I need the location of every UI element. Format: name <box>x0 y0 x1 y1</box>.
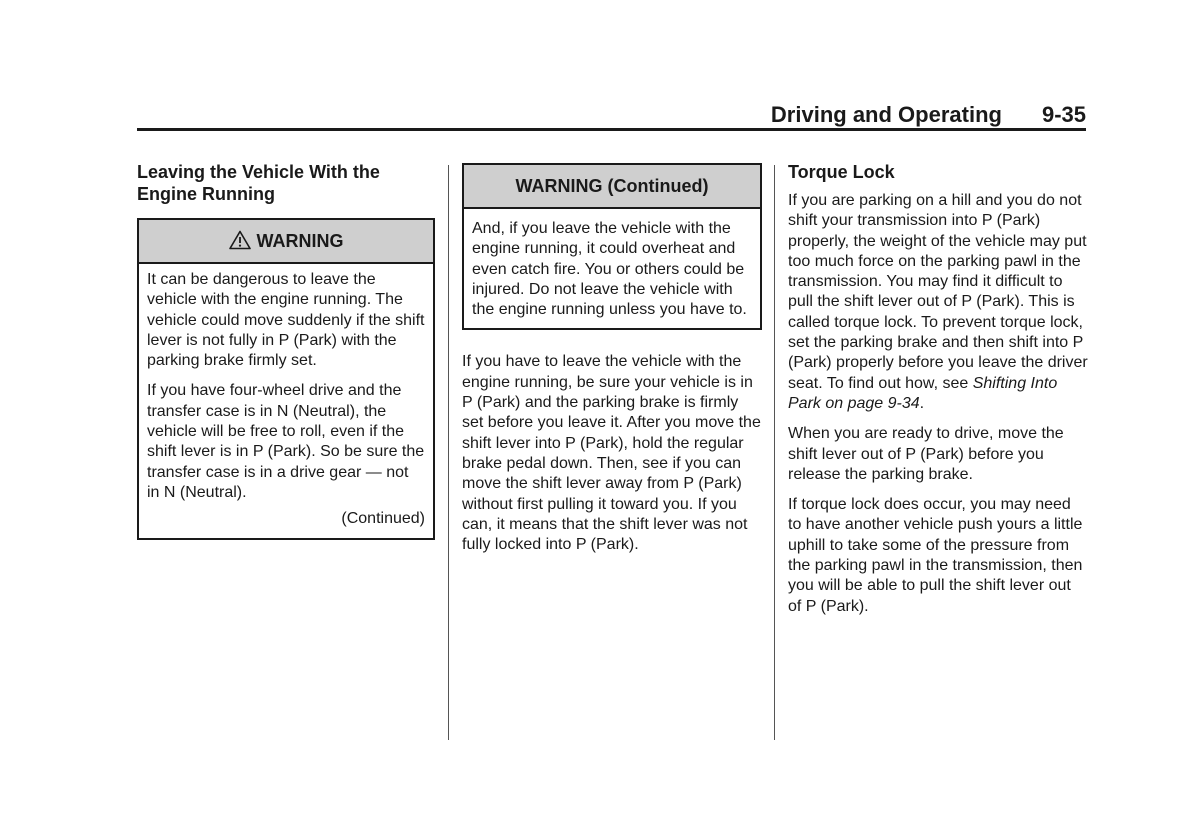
warning-header <box>139 220 433 264</box>
body-paragraph: When you are ready to drive, move the shift lever out of P (Park) before you release the parking brake. <box>788 425 1064 483</box>
continued-label: (Continued) <box>341 510 425 528</box>
warning-box-continued <box>462 163 762 330</box>
body-text: If you are parking on a hill and you do not shift your transmission into P (Park) properly, the weight of the vehicle may put too much force on the parking pawl in the transmission. You may find it difficult to pull the shift lever out of P (Park). This is called torque lock. To prevent torque lock, set the parking brake and then shift into P (Park) properly before you leave the driver seat. To find out how, see <box>788 192 1088 392</box>
warning-header: WARNING (Continued) <box>464 165 760 209</box>
column-2 <box>462 163 762 565</box>
page-header <box>771 100 1086 130</box>
warning-paragraph: It can be dangerous to leave the vehicle with the engine running. The vehicle could move suddenly if the shift lever is not fully in P (Park) with the parking brake firmly set. <box>147 271 425 370</box>
header-rule <box>137 128 1086 131</box>
cross-reference-link[interactable]: Shifting Into Park on page 9-34 <box>788 374 1058 412</box>
warning-box <box>137 218 435 540</box>
warning-paragraph: If you have four-wheel drive and the transfer case is in N (Neutral), the vehicle will be free to roll, even if the shift lever is in P (Park). So be sure the transfer case is in a drive gear — not in N (Neutral). <box>147 382 425 501</box>
column-divider <box>448 165 449 740</box>
warning-paragraph: And, if you leave the vehicle with the engine running, it could overheat and even catch fire. You or others could be injured. Do not leave the vehicle with the engine running unless you have to. <box>472 220 747 319</box>
column-1 <box>137 161 435 540</box>
column-3 <box>788 161 1088 627</box>
warning-triangle-icon <box>229 230 251 250</box>
column-divider <box>774 165 775 740</box>
warning-body <box>139 264 433 538</box>
section-heading: Torque Lock <box>788 162 895 182</box>
body-paragraph: If torque lock does occur, you may need to have another vehicle push yours a little uphill to take some of the pressure from the parking pawl in the transmission, then you will be able to pull the shift lever out of P (Park). <box>788 496 1083 615</box>
warning-body <box>464 209 760 328</box>
section-title: Driving and Operating <box>770 102 1002 127</box>
body-text: . <box>919 394 925 412</box>
section-heading: Leaving the Vehicle With the Engine Running <box>137 162 380 204</box>
body-paragraph <box>788 191 1088 414</box>
warning-title: WARNING <box>256 231 344 251</box>
body-paragraph: If you have to leave the vehicle with the engine running, be sure your vehicle is in P (Park) and the parking brake is firmly set before you leave it. After you move the shift lever into P (Park), hold the regular brake pedal down. Then, see if you can move the shift lever away from P (Park) without first pulling it toward you. If you can, it means that the shift lever was not fully locked into P (Park). <box>462 353 761 554</box>
page-number: 9-35 <box>1041 102 1086 127</box>
